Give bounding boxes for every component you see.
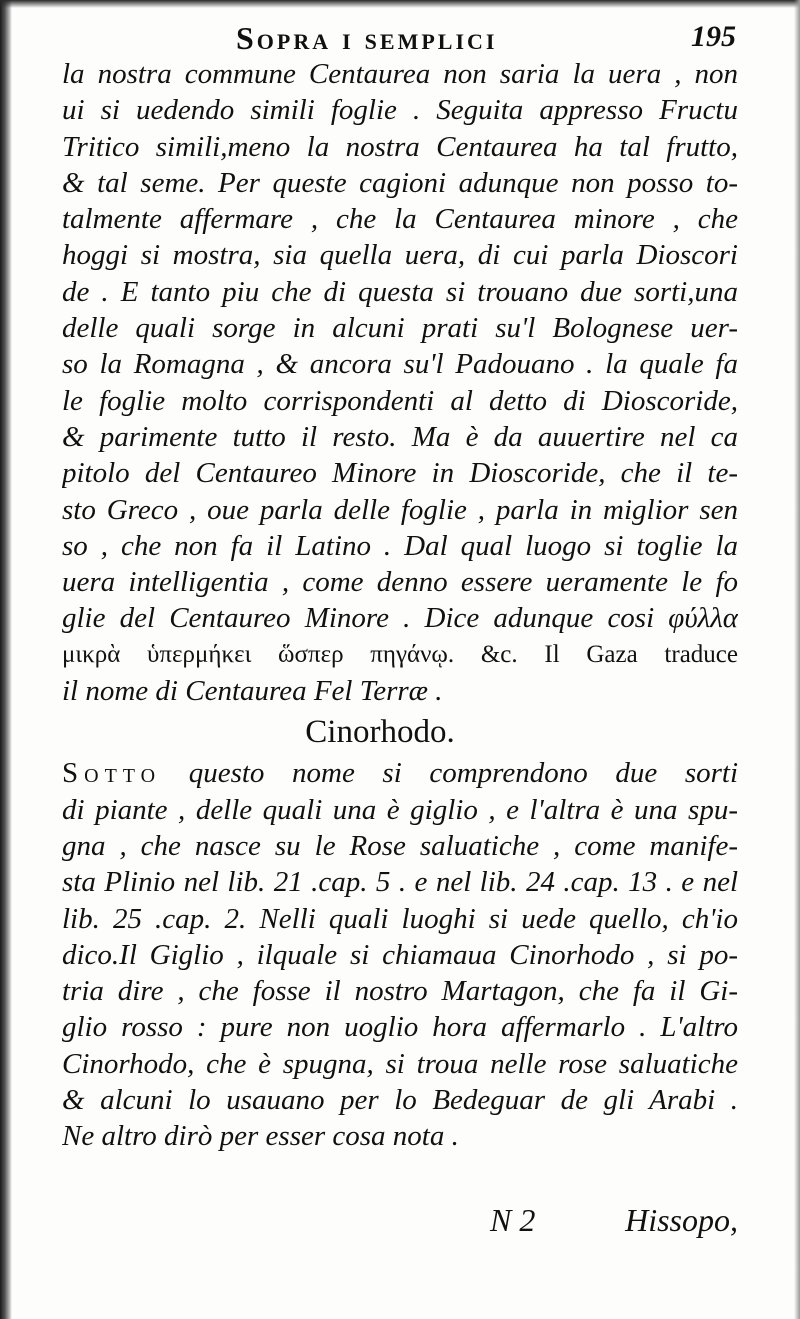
text-line: uera intelligentia , come denno essere ueramente le fo [62, 566, 738, 599]
text-line: sta Plinio nel lib. 21 .cap. 5 . e nel lib. 24 .cap. 13 . e nel [62, 866, 738, 899]
paragraph-first-line [62, 755, 738, 791]
page-footer [60, 1196, 738, 1246]
text-line: so , che non fa il Latino . Dal qual luogo si toglie la [62, 529, 738, 562]
text-line: & alcuni lo usauano per lo Bedeguar de gli Arabi . [62, 1084, 738, 1117]
text-line: sto Greco , oue parla delle foglie , parla in miglior sen [62, 493, 738, 526]
text-line: de . E tanto piu che di questa si trouano due sorti,una [62, 275, 738, 308]
text-line: la nostra commune Centaurea non saria la uera , non [62, 58, 738, 90]
text-line: ui si uedendo simili foglie . Seguita appresso Fructu [62, 94, 738, 127]
body-text [62, 56, 738, 1155]
paragraph-end-line: Ne altro dirò per esser cosa nota . [62, 1120, 459, 1153]
text-line: tria dire , che fosse il nostro Martagon, che fa il Gi- [62, 975, 738, 1008]
text-line: delle quali sorge in alcuni prati su'l Bolognese uer- [62, 312, 738, 345]
paragraph-first-line-rest: questo nome si comprendono due sorti [188, 757, 738, 790]
text-line: talmente affermare , che la Centaurea minore , che [62, 203, 738, 236]
paragraph-first-word: Sotto [62, 757, 162, 790]
section-heading: Cinorhodo. [305, 714, 455, 751]
text-line: pitolo del Centaureo Minore in Dioscoride, che il te- [62, 457, 738, 490]
text-line: Tritico simili,meno la nostra Centaurea ha tal frutto, [62, 130, 738, 163]
text-line: dico.Il Giglio , ilquale si chiamaua Cinorhodo , si po- [62, 938, 738, 971]
page-number: 195 [691, 20, 736, 53]
running-title: Sopra i semplici [236, 20, 498, 56]
catchword: Hissopo, [625, 1202, 738, 1238]
page-shadow-right [794, 0, 800, 1319]
page-header [60, 14, 736, 60]
text-line: so la Romagna , & ancora su'l Padouano . la quale fa [62, 348, 738, 381]
text-line: glio rosso : pure non uoglio hora affermarlo . L'altro [62, 1011, 738, 1044]
text-line: le foglie molto corrispondenti al detto di Dioscoride, [62, 384, 738, 417]
greek-quote-line: μικρὰ ὑπερμήκει ὥσπερ πηγάνῳ. &c. Il Gaza traduce [62, 640, 738, 668]
text-line: & parimente tutto il resto. Ma è da auuertire nel ca [62, 420, 738, 453]
text-line: hoggi si mostra, sia quella uera, di cui parla Dioscori [62, 239, 738, 272]
text-line: Cinorhodo, che è spugna, si troua nelle rose saluatiche [62, 1047, 738, 1080]
paragraph-end-line: il nome di Centaurea Fel Terræ . [62, 675, 443, 708]
page-shadow-left [0, 0, 12, 1319]
page-shadow-top [0, 0, 800, 8]
text-line: lib. 25 .cap. 2. Nelli quali luoghi si uede quello, ch'io [62, 902, 738, 935]
signature-mark: N 2 [490, 1202, 536, 1238]
text-line: & tal seme. Per queste cagioni adunque non posso to- [62, 166, 738, 199]
text-line: di piante , delle quali una è giglio , e l'altra è una spu- [62, 793, 738, 826]
text-line: glie del Centaureo Minore . Dice adunque cosi φύλλα [62, 602, 738, 635]
text-line: gna , che nasce su le Rose saluatiche , come manife- [62, 829, 738, 862]
